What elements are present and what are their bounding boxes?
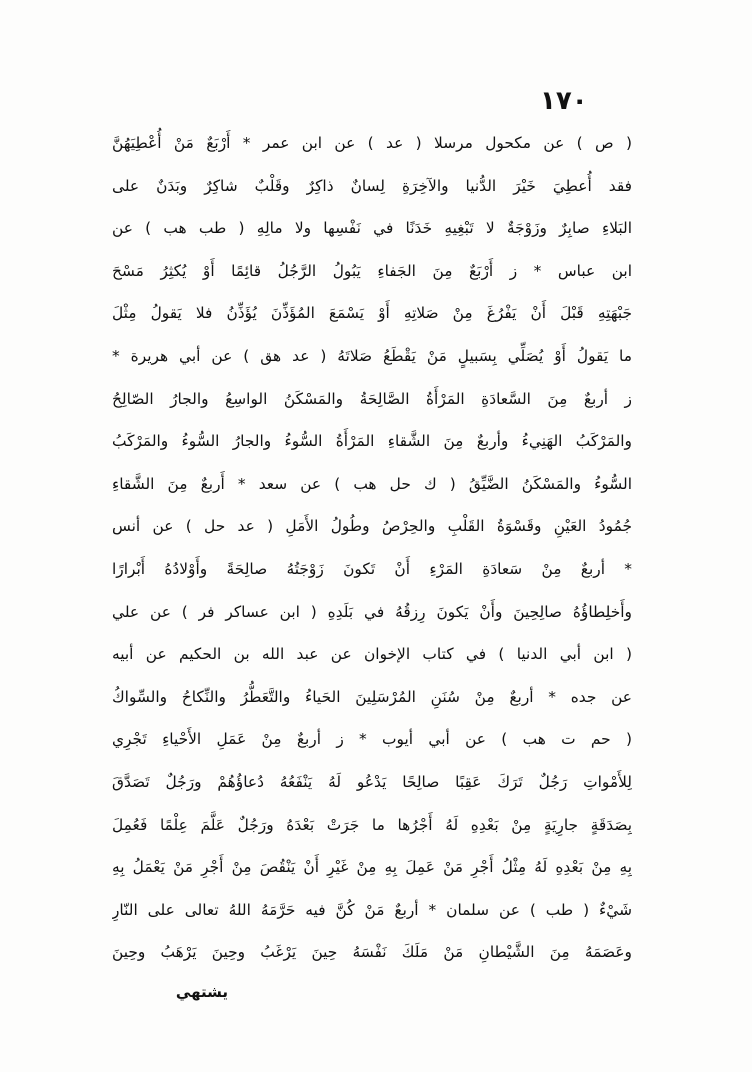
text-line: السُّوءُ والمَسْكَنُ الضَّيِّقُ ( ك حل هب ) عن سعد * أَربعٌ مِنَ الشَّقاءِ xyxy=(112,474,632,493)
text-line: ( ص ) عن مكحول مرسلا ( عد ) عن ابن عمر * أَرْبَعٌ مَنْ أُعْطِيَهُنَّ xyxy=(112,134,632,152)
text-line: جَبْهَتِهِ قَبْلَ أَنْ يَفْرُغَ مِنْ صَلاتِهِ أَوْ يَسْمَعَ المُؤَذِّنَ يُؤَذِّنُ فلا يَقولُ مِثْلَ xyxy=(112,304,632,323)
text-line: جُمُودُ العَيْنِ وقَسْوَةُ القَلْبِ والحِرْصُ وطُولُ الأَمَلِ ( عد حل ) عن أنس xyxy=(112,517,632,536)
text-line: وأَخلِطاؤُهُ صالِحِينَ وأَنْ يَكونَ رِزقُهُ في بَلَدِهِ ( ابن عساكر فر ) عن علي xyxy=(112,602,632,621)
text-line: عن جده * أربعٌ مِنْ سُنَنِ المُرْسَلِينَ الحَياءُ والتَّعَطُّرُ والنِّكاحُ والسِّواكُ xyxy=(112,687,632,706)
text-line: بِهِ مِنْ بَعْدِهِ لَهُ مِثْلُ أَجْرِ مَنْ عَمِلَ بِهِ مِنْ غَيْرِ أَنْ يَنْقُصَ مِنْ أَجْرِ مَنْ يَعْمَلُ بِهِ xyxy=(112,858,632,877)
text-line: شَيْءٌ ( طب ) عن سلمان * أربعٌ مَنْ كُنَّ فيه حَرَّمَهُ اللهُ تعالى على النّارِ xyxy=(112,900,632,919)
page-body-text xyxy=(112,122,632,974)
catchword: يشتهي xyxy=(175,983,228,1001)
text-line: ابن عباس * ز أَرْبَعٌ مِنَ الجَفاءِ يَبُولُ الرَّجُلُ قائِمًا أَوْ يُكثِرُ مَسْحَ xyxy=(112,261,632,280)
text-line: ز أربعٌ مِنَ السَّعادَةِ المَرْأَةُ الصَّالِحَةُ والمَسْكَنُ الواسِعُ والجارُ الصّالِحُ xyxy=(112,389,632,408)
page-number: ١٧٠ xyxy=(540,86,588,116)
text-line: وعَصَمَهُ مِنَ الشَّيْطانِ مَنْ مَلَكَ نَفْسَهُ حِينَ يَرْغَبُ وحِينَ يَرْهَبُ وحِينَ xyxy=(112,943,632,962)
text-line: * أربعٌ مِنْ سَعادَةِ المَرْءِ أَنْ تَكونَ زَوْجَتُهُ صالِحَةً وأَوْلادُهُ أَبْرارًا xyxy=(112,559,632,578)
text-line: بِصَدَقَةٍ جارِيَةٍ مِنْ بَعْدِهِ لَهُ أَجْرُها ما جَرَتْ بَعْدَهُ ورَجُلٌ عَلَّمَ عِلْمًا فَعُمِلَ xyxy=(112,815,632,834)
text-line: لِلأَمْواتِ رَجُلٌ تَرَكَ عَقِبًا صالِحًا يَدْعُو لَهُ يَنْفَعُهُ دُعاؤُهُمْ ورَجُلٌ تَصَدَّقَ xyxy=(112,772,632,791)
text-line: ( ابن أبي الدنيا ) في كتاب الإخوان عن عبد الله بن الحكيم عن أبيه xyxy=(112,645,632,664)
text-line: فقد أُعطِيَ خَيْرَ الدُّنيا والآخِرَةِ لِسانٌ ذاكِرٌ وقَلْبٌ شاكِرٌ وبَدَنٌ على xyxy=(112,176,632,195)
text-line: والمَرْكَبُ الهَنِيءُ وأربعٌ مِنَ الشَّقاءِ المَرْأَةُ السُّوءُ والجارُ السُّوءُ والمَرْكَبُ xyxy=(112,432,632,451)
text-line: ( حم ت هب ) عن أبي أيوب * ز أربعٌ مِنْ عَمَلِ الأَحْياءِ تَجْرِي xyxy=(112,730,632,749)
text-line: ما يَقولُ أَوْ يُصَلِّي بِسَبيلٍ مَنْ يَقْطَعُ صَلاتَهُ ( عد هق ) عن أبي هريرة * xyxy=(112,346,632,365)
text-line: البَلاءِ صابِرٌ وزَوْجَةٌ لا تَبْغِيهِ خَدَنًا في نَفْسِها ولا مالِهِ ( طب هب ) عن xyxy=(112,219,632,238)
